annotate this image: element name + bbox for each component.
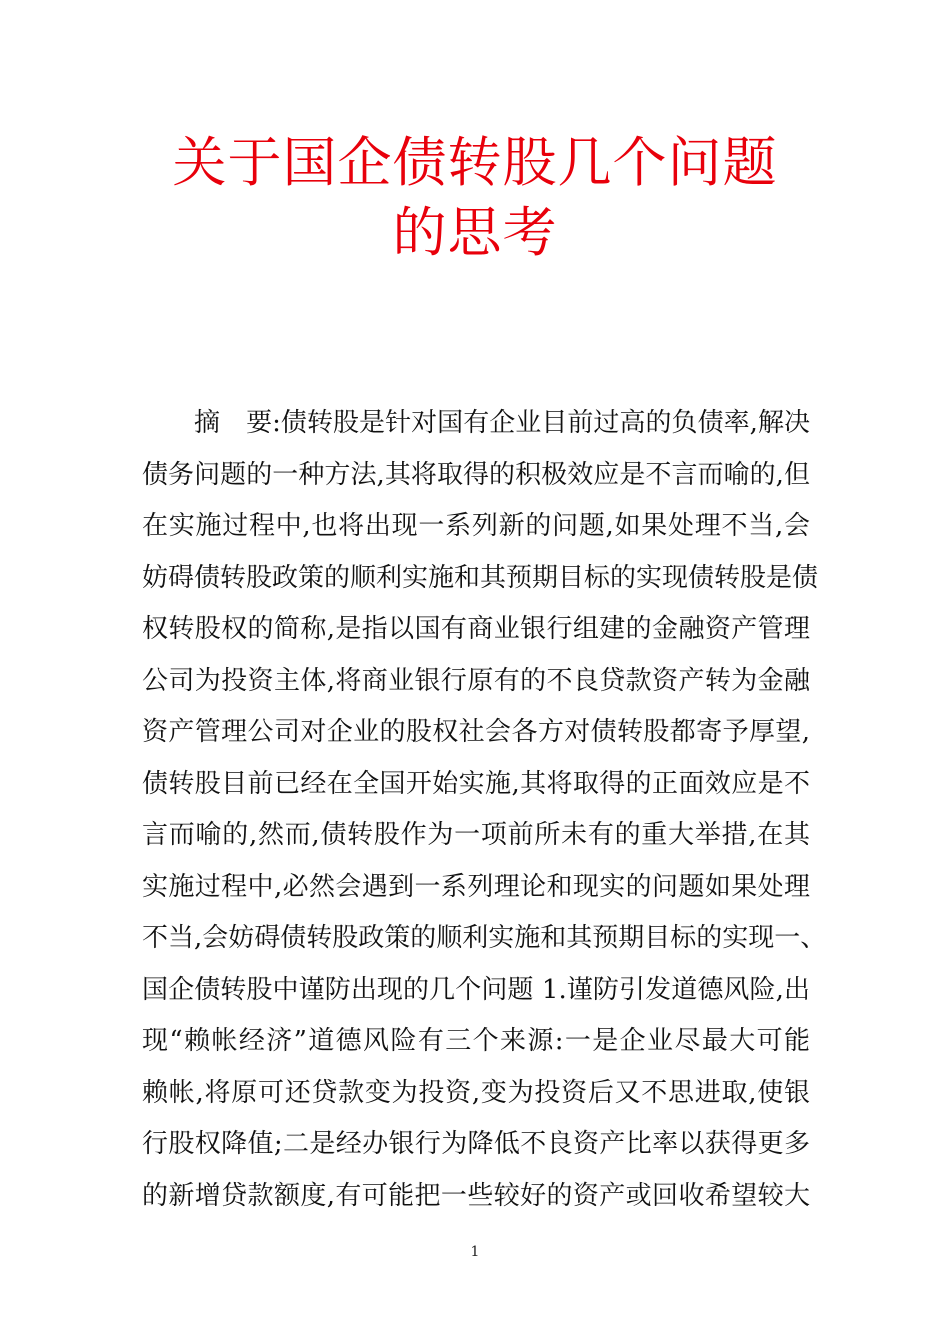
body-line: 实施过程中,必然会遇到一系列理论和现实的问题如果处理 <box>142 871 810 902</box>
body-line: 摘 要:债转股是针对国有企业目前过高的负债率,解决 <box>194 408 810 438</box>
body-line: 行股权降值;二是经办银行为降低不良资产比率以获得更多 <box>142 1129 810 1159</box>
page-number: 1 <box>470 1244 480 1260</box>
body-line: 不当,会妨碍债转股政策的顺利实施和其预期目标的实现一、 <box>142 923 827 953</box>
body-line: 债务问题的一种方法,其将取得的积极效应是不言而喻的,但 <box>142 459 810 490</box>
title-line-2: 的思考 <box>392 201 558 264</box>
body-line: 在实施过程中,也将出现一系列新的问题,如果处理不当,会 <box>142 511 810 541</box>
title-line-1: 关于国企债转股几个问题 <box>172 131 778 194</box>
body-line: 权转股权的简称,是指以国有商业银行组建的金融资产管理 <box>142 614 810 644</box>
body-line: 资产管理公司对企业的股权社会各方对债转股都寄予厚望, <box>142 717 810 747</box>
body-line: 妨碍债转股政策的顺利实施和其预期目标的实现债转股是债 <box>142 562 819 593</box>
body-line: 言而喻的,然而,债转股作为一项前所未有的重大举措,在其 <box>142 820 810 850</box>
body-line: 债转股目前已经在全国开始实施,其将取得的正面效应是不 <box>142 768 810 799</box>
body-line: 的新增贷款额度,有可能把一些较好的资产或回收希望较大 <box>142 1180 810 1211</box>
body-line: 赖帐,将原可还贷款变为投资,变为投资后又不思进取,使银 <box>142 1077 810 1108</box>
document-title <box>100 128 850 268</box>
body-line: 国企债转股中谨防出现的几个问题 1.谨防引发道德风险,出 <box>142 974 810 1005</box>
body-line: 公司为投资主体,将商业银行原有的不良贷款资产转为金融 <box>142 665 810 696</box>
document-body <box>142 398 827 1222</box>
body-line: 现“赖帐经济”道德风险有三个来源:一是企业尽最大可能 <box>142 1026 810 1056</box>
